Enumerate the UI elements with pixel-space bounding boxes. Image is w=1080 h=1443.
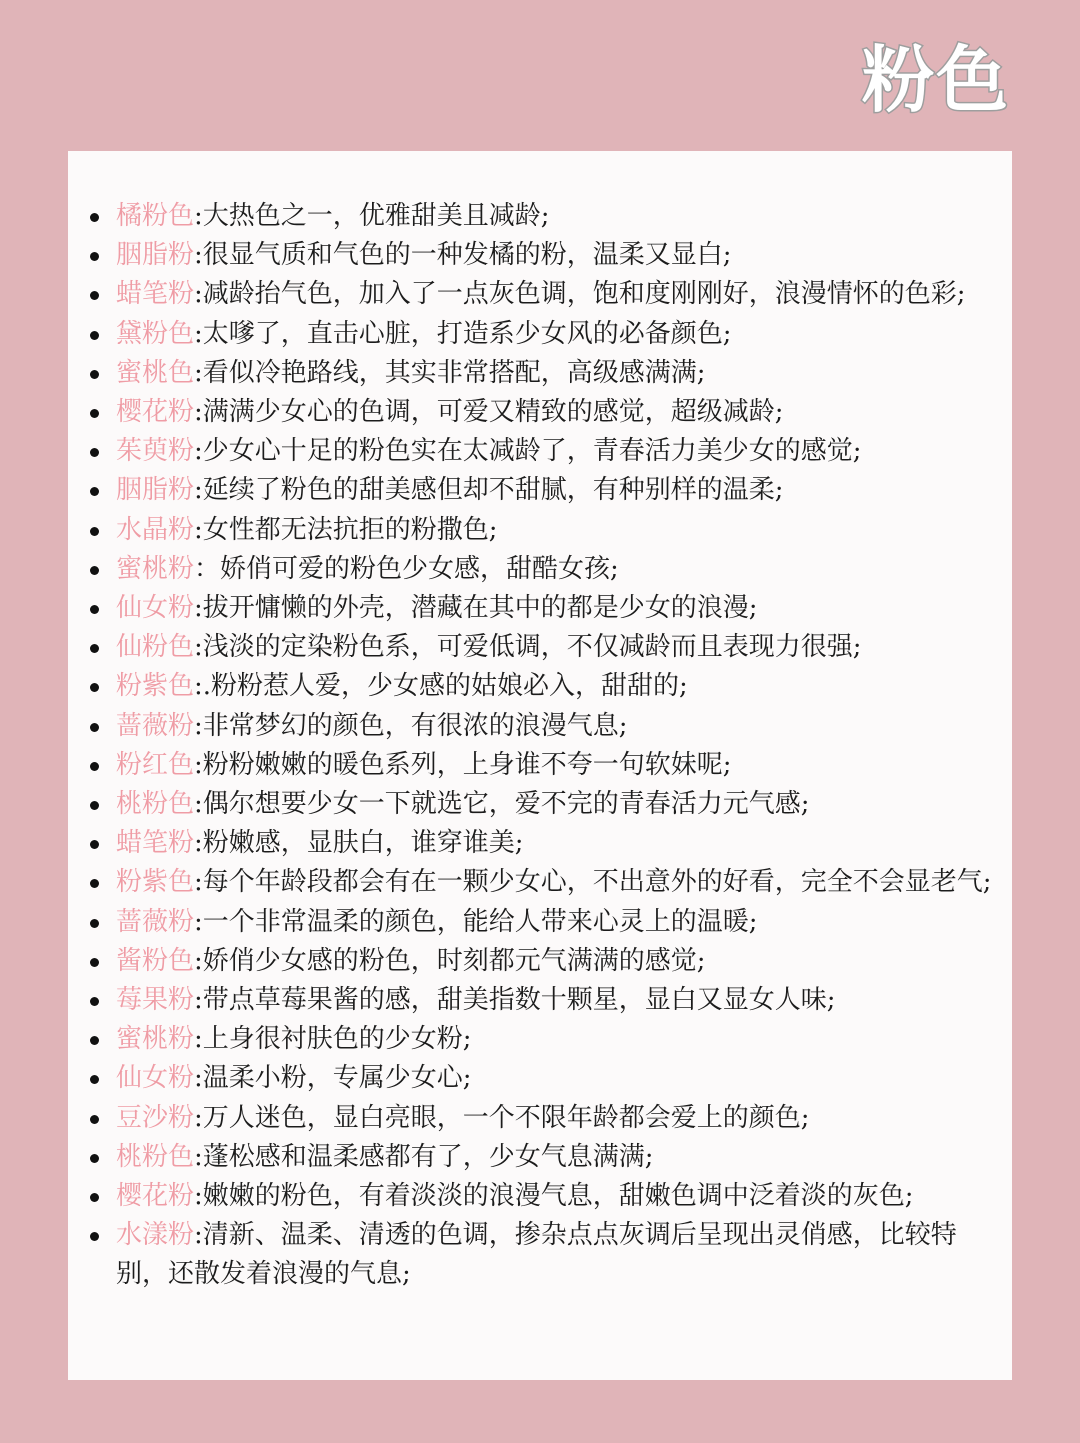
bullet-icon (90, 919, 99, 928)
color-name: 粉红色 (116, 749, 195, 780)
color-description: :看似冷艳路线，其实非常搭配，高级感满满; (194, 357, 706, 388)
bullet-icon (90, 213, 99, 222)
color-name: 仙女粉 (116, 1063, 195, 1094)
color-name: 粉紫色 (116, 867, 195, 898)
color-description: :延续了粉色的甜美感但却不甜腻，有种别样的温柔; (194, 475, 784, 506)
color-description: :拔开慵懒的外壳，潜藏在其中的都是少女的浪漫; (194, 593, 758, 624)
color-name: 蜡笔粉 (116, 279, 195, 310)
color-description: :嫩嫩的粉色，有着淡淡的浪漫气息，甜嫩色调中泛着淡的灰色; (194, 1181, 914, 1212)
bullet-icon (90, 252, 99, 261)
list-item (90, 393, 1004, 432)
color-name: 胭脂粉 (116, 475, 195, 506)
color-name: 蔷薇粉 (116, 906, 195, 937)
bullet-icon (90, 840, 99, 849)
list-item (90, 589, 1004, 628)
list-item (90, 1099, 1004, 1138)
color-description: :偶尔想要少女一下就选它，爱不完的青春活力元气感; (194, 789, 810, 820)
bullet-icon (90, 801, 99, 810)
bullet-icon (90, 487, 99, 496)
color-description: :.粉粉惹人爱，少女感的姑娘必入，甜甜的; (194, 671, 688, 702)
color-description: :每个年龄段都会有在一颗少女心，不出意外的好看，完全不会显老气; (194, 867, 992, 898)
color-list (90, 197, 1004, 1295)
bullet-icon (90, 1115, 99, 1124)
list-item (90, 511, 1004, 550)
color-description: :带点草莓果酱的感，甜美指数十颗星，显白又显女人味; (194, 985, 836, 1016)
list-item (90, 707, 1004, 746)
color-description: :很显气质和气色的一种发橘的粉，温柔又显白; (194, 240, 732, 271)
color-description: :蓬松感和温柔感都有了，少女气息满满; (194, 1141, 654, 1172)
list-item (90, 746, 1004, 785)
list-item (90, 550, 1004, 589)
bullet-icon (90, 1075, 99, 1084)
bullet-icon (90, 1232, 99, 1241)
list-item (90, 432, 1004, 471)
bullet-icon (90, 683, 99, 692)
list-item (90, 1216, 1004, 1294)
color-description: :大热色之一，优雅甜美且减龄; (194, 201, 550, 231)
list-item (90, 1059, 1004, 1098)
color-name: 桃粉色 (116, 789, 195, 820)
list-item (90, 942, 1004, 981)
color-name: 蔷薇粉 (116, 710, 195, 741)
color-description: :减龄抬气色，加入了一点灰色调，饱和度刚刚好，浪漫情怀的色彩; (194, 279, 966, 310)
content-card (68, 151, 1012, 1380)
color-name: 水晶粉 (116, 514, 195, 545)
color-description: :太嗲了，直击心脏，打造系少女风的必备颜色; (194, 318, 732, 349)
bullet-icon (90, 1154, 99, 1163)
list-item (90, 981, 1004, 1020)
list-item (90, 471, 1004, 510)
bullet-icon (90, 409, 99, 418)
color-description: :少女心十足的粉色实在太减龄了，青春活力美少女的感觉; (194, 436, 862, 467)
color-description: :温柔小粉，专属少女心; (194, 1063, 472, 1094)
bullet-icon (90, 644, 99, 653)
color-description: :万人迷色，显白亮眼，一个不限年龄都会爱上的颜色; (194, 1102, 810, 1133)
color-description: :上身很衬肤色的少女粉; (194, 1024, 472, 1055)
bullet-icon (90, 958, 99, 967)
color-description: :粉粉嫩嫩的暖色系列，上身谁不夸一句软妹呢; (194, 749, 732, 780)
bullet-icon (90, 879, 99, 888)
list-item (90, 628, 1004, 667)
bullet-icon (90, 527, 99, 536)
color-description: :女性都无法抗拒的粉撒色; (194, 514, 498, 545)
list-item (90, 315, 1004, 354)
color-description: :满满少女心的色调，可爱又精致的感觉，超级减龄; (194, 397, 784, 428)
color-description: :粉嫩感，显肤白，谁穿谁美; (194, 828, 524, 859)
list-item (90, 863, 1004, 902)
color-name: 蜜桃粉 (116, 553, 195, 584)
list-item (90, 1020, 1004, 1059)
color-name: 樱花粉 (116, 397, 195, 428)
bullet-icon (90, 605, 99, 614)
color-name: 仙粉色 (116, 632, 195, 663)
color-name: 黛粉色 (116, 318, 195, 349)
list-item (90, 667, 1004, 706)
list-item (90, 275, 1004, 314)
color-name: 酱粉色 (116, 945, 195, 976)
color-description: :非常梦幻的颜色，有很浓的浪漫气息; (194, 710, 628, 741)
bullet-icon (90, 1193, 99, 1202)
list-item (90, 903, 1004, 942)
list-item (90, 785, 1004, 824)
color-name: 桃粉色 (116, 1141, 195, 1172)
bullet-icon (90, 448, 99, 457)
color-name: 水漾粉 (116, 1220, 195, 1251)
bullet-icon (90, 723, 99, 732)
color-description: :娇俏少女感的粉色，时刻都元气满满的感觉; (194, 945, 706, 976)
color-name: 蜜桃粉 (116, 1024, 195, 1055)
color-name: 樱花粉 (116, 1181, 195, 1212)
list-item (90, 824, 1004, 863)
bullet-icon (90, 566, 99, 575)
list-item (90, 354, 1004, 393)
color-name: 仙女粉 (116, 593, 195, 624)
color-name: 莓果粉 (116, 985, 195, 1016)
color-name: 茱萸粉 (116, 436, 195, 467)
color-name: 豆沙粉 (116, 1102, 195, 1133)
color-description: :浅淡的定染粉色系，可爱低调，不仅减龄而且表现力很强; (194, 632, 862, 663)
bullet-icon (90, 997, 99, 1006)
color-name: 蜜桃色 (116, 357, 195, 388)
page-title: 粉色 (861, 38, 1010, 122)
bullet-icon (90, 1036, 99, 1045)
bullet-icon (90, 291, 99, 300)
color-description: ：娇俏可爱的粉色少女感，甜酷女孩; (194, 553, 619, 584)
color-description: :清新、温柔、清透的色调，掺杂点点灰调后呈现出灵俏感，比较特别，还散发着浪漫的气息; (116, 1220, 957, 1290)
list-item (90, 1138, 1004, 1177)
list-item (90, 236, 1004, 275)
list-item (90, 1177, 1004, 1216)
color-name: 蜡笔粉 (116, 828, 195, 859)
list-item (90, 197, 1004, 236)
bullet-icon (90, 762, 99, 771)
bullet-icon (90, 331, 99, 340)
bullet-icon (90, 370, 99, 379)
color-name: 橘粉色 (116, 201, 195, 231)
color-name: 胭脂粉 (116, 240, 195, 271)
color-name: 粉紫色 (116, 671, 195, 702)
color-description: :一个非常温柔的颜色，能给人带来心灵上的温暖; (194, 906, 758, 937)
